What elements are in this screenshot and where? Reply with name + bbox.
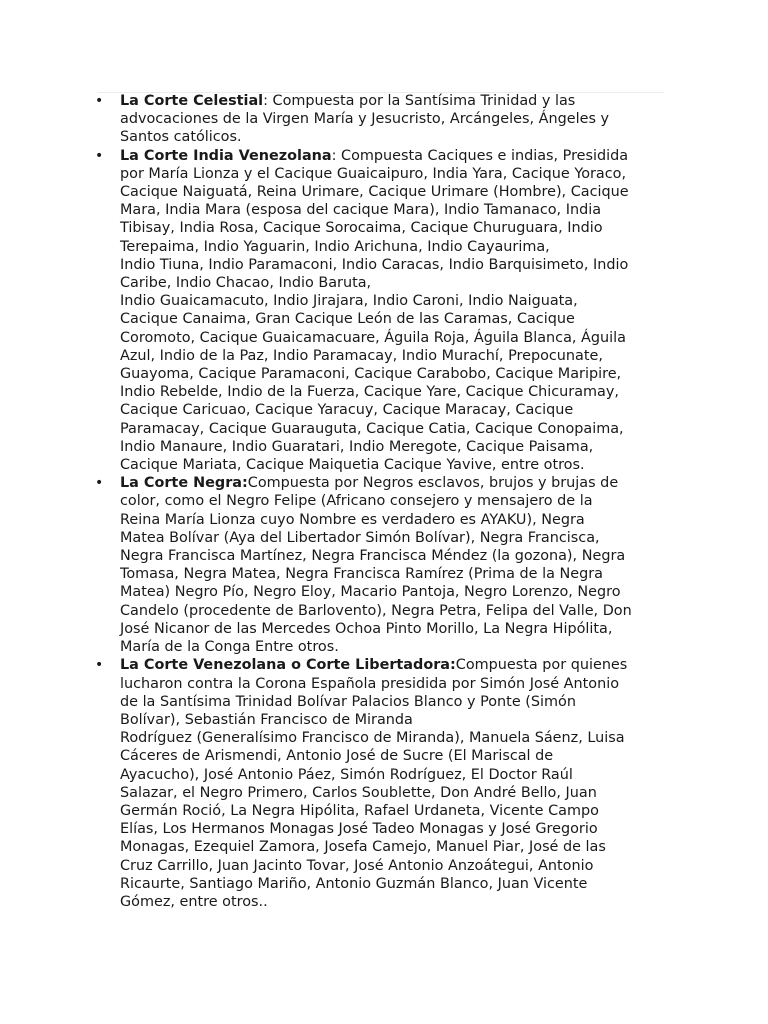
list-item-corte-india-venezolana xyxy=(0,147,660,475)
item-first-line xyxy=(120,92,660,110)
item-line: José Nicanor de las Mercedes Ochoa Pinto Morillo, La Negra Hipólita, xyxy=(120,620,613,637)
item-line: advocaciones de la Virgen María y Jesucristo, Arcángeles, Ángeles y xyxy=(120,111,610,128)
item-line: lucharon contra la Corona Española presidida por Simón José Antonio xyxy=(120,675,620,692)
corte-list xyxy=(0,92,768,911)
item-line: María de la Conga Entre otros. xyxy=(120,639,339,656)
item-line: Indio Rebelde, Indio de la Fuerza, Cacique Yare, Cacique Chicuramay, xyxy=(120,384,619,401)
item-line: Rodríguez (Generalísimo Francisco de Miranda), Manuela Sáenz, Luisa xyxy=(120,730,625,747)
item-text: : Compuesta Caciques e indias, Presidida xyxy=(331,147,629,164)
item-line: Matea Bolívar (Aya del Libertador Simón Bolívar), Negra Francisca, xyxy=(120,529,600,546)
item-line: por María Lionza y el Cacique Guaicaipuro, India Yara, Cacique Yoraco, xyxy=(120,165,627,182)
item-text: Compuesta por Negros esclavos, brujos y brujas de xyxy=(247,475,619,492)
item-line: Indio Guaicamacuto, Indio Jirajara, Indio Caroni, Indio Naiguata, xyxy=(120,293,578,310)
item-line: Azul, Indio de la Paz, Indio Paramacay, Indio Murachí, Prepocunate, xyxy=(120,347,603,364)
item-line: Ayacucho), José Antonio Páez, Simón Rodríguez, El Doctor Raúl xyxy=(120,766,573,783)
item-text: : Compuesta por la Santísima Trinidad y las xyxy=(263,93,576,109)
item-line: Cacique Mariata, Cacique Maiquetia Cacique Yavive, entre otros. xyxy=(120,457,585,474)
list-item-corte-negra xyxy=(0,474,660,656)
bullet-icon: • xyxy=(95,93,104,109)
item-line: Reina María Lionza cuyo Nombre es verdadero es AYAKU), Negra xyxy=(120,511,585,528)
item-line: Guayoma, Cacique Paramaconi, Cacique Carabobo, Cacique Maripire, xyxy=(120,366,622,383)
item-line: Indio Manaure, Indio Guaratari, Indio Meregote, Cacique Paisama, xyxy=(120,438,594,455)
item-line: Cruz Carrillo, Juan Jacinto Tovar, José Antonio Anzoátegui, Antonio xyxy=(120,857,594,874)
item-line: Indio Tiuna, Indio Paramaconi, Indio Caracas, Indio Barquisimeto, Indio xyxy=(120,256,629,273)
bullet-icon: • xyxy=(95,147,104,164)
item-line: Caribe, Indio Chacao, Indio Baruta, xyxy=(120,275,372,292)
item-first-line xyxy=(120,147,660,165)
item-line: Tibisay, India Rosa, Cacique Sorocaima, Cacique Churuguara, Indio xyxy=(120,220,603,237)
item-line: Negra Francisca Martínez, Negra Francisca Méndez (la gozona), Negra xyxy=(120,548,626,565)
item-line: Coromoto, Cacique Guaicamacuare, Águila Roja, Águila Blanca, Águila xyxy=(120,329,626,346)
item-line: Salazar, el Negro Primero, Carlos Soublette, Don André Bello, Juan xyxy=(120,784,597,801)
item-line: Cacique Canaima, Gran Cacique León de las Caramas, Cacique xyxy=(120,311,575,328)
item-title: La Corte Venezolana o Corte Libertadora: xyxy=(120,657,456,674)
item-line: Cacique Naiguatá, Reina Urimare, Cacique Urimare (Hombre), Cacique xyxy=(120,184,629,201)
item-line: Candelo (procedente de Barlovento), Negra Petra, Felipa del Valle, Don xyxy=(120,602,632,619)
item-line: Ricaurte, Santiago Mariño, Antonio Guzmán Blanco, Juan Vicente xyxy=(120,875,588,892)
bullet-icon: • xyxy=(95,475,104,492)
item-line: Cacique Caricuao, Cacique Yaracuy, Cacique Maracay, Cacique xyxy=(120,402,574,419)
item-line: Elías, Los Hermanos Monagas José Tadeo Monagas y José Gregorio xyxy=(120,821,598,838)
item-line: Tomasa, Negra Matea, Negra Francisca Ramírez (Prima de la Negra xyxy=(120,566,603,583)
item-line: Monagas, Ezequiel Zamora, Josefa Camejo, Manuel Piar, José de las xyxy=(120,839,606,856)
item-title: La Corte Negra: xyxy=(120,475,248,492)
item-line: Mara, India Mara (esposa del cacique Mara), Indio Tamanaco, India xyxy=(120,202,602,219)
item-line: Santos católicos. xyxy=(120,129,242,146)
bullet-icon: • xyxy=(95,657,104,674)
item-line: Terepaima, Indio Yaguarin, Indio Arichuna, Indio Cayaurima, xyxy=(120,238,550,255)
item-title: La Corte India Venezolana xyxy=(120,147,332,164)
item-line: Paramacay, Cacique Guarauguta, Cacique Catia, Cacique Conopaima, xyxy=(120,420,624,437)
list-item-corte-celestial xyxy=(0,92,660,147)
item-line: Gómez, entre otros.. xyxy=(120,893,268,910)
list-item-corte-venezolana xyxy=(0,656,660,911)
item-first-line xyxy=(120,474,660,492)
item-line: de la Santísima Trinidad Bolívar Palacios Blanco y Ponte (Simón xyxy=(120,693,576,710)
item-line: Matea) Negro Pío, Negro Eloy, Macario Pantoja, Negro Lorenzo, Negro xyxy=(120,584,621,601)
item-first-line xyxy=(120,656,660,674)
item-line: Cáceres de Arismendi, Antonio José de Sucre (El Mariscal de xyxy=(120,748,554,765)
item-title: La Corte Celestial xyxy=(120,93,264,109)
item-line: Germán Roció, La Negra Hipólita, Rafael Urdaneta, Vicente Campo xyxy=(120,802,599,819)
item-text: Compuesta por quienes xyxy=(455,657,628,674)
item-line: Bolívar), Sebastián Francisco de Miranda xyxy=(120,711,413,728)
item-line: color, como el Negro Felipe (Africano consejero y mensajero de la xyxy=(120,493,593,510)
